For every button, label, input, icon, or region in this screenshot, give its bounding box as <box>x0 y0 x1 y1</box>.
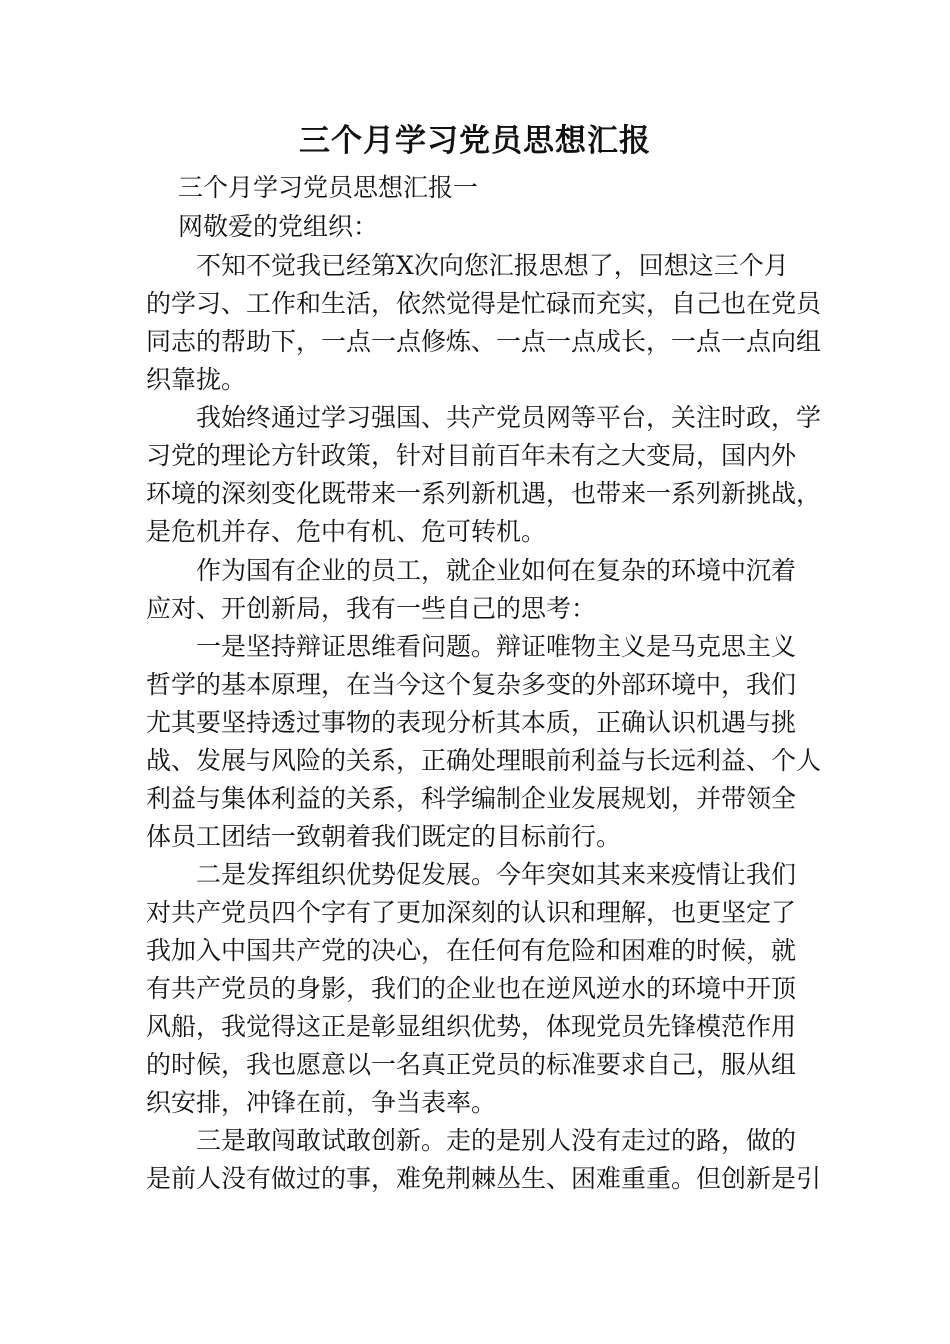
paragraph-line: 尤其要坚持透过事物的表现分析其本质，正确认识机遇与挑 <box>146 708 797 737</box>
paragraph-line: 作为国有企业的员工，就企业如何在复杂的环境中沉着 <box>196 556 797 585</box>
paragraph-line: 我始终通过学习强国、共产党员网等平台，关注时政，学 <box>196 403 822 432</box>
paragraph-line: 我加入中国共产党的决心，在任何有危险和困难的时候，就 <box>146 936 797 965</box>
paragraph-line: 是危机并存、危中有机、危可转机。 <box>146 517 547 546</box>
paragraph-line: 哲学的基本原理，在当今这个复杂多变的外部环境中，我们 <box>146 670 797 699</box>
document-subtitle: 三个月学习党员思想汇报一 <box>178 173 479 202</box>
paragraph-line: 利益与集体利益的关系，科学编制企业发展规划，并带领全 <box>146 784 797 813</box>
paragraph-line: 战、发展与风险的关系，正确处理眼前利益与长远利益、个人 <box>146 746 822 775</box>
paragraph-line: 不知不觉我已经第X次向您汇报思想了，回想这三个月 <box>196 251 789 280</box>
paragraph-line: 对共产党员四个字有了更加深刻的认识和理解，也更坚定了 <box>146 898 797 927</box>
paragraph-line: 应对、开创新局，我有一些自己的思考： <box>146 594 597 623</box>
paragraph-line: 一是坚持辩证思维看问题。辩证唯物主义是马克思主义 <box>196 632 797 661</box>
paragraph-line: 织靠拢。 <box>146 365 247 394</box>
paragraph-line: 环境的深刻变化既带来一系列新机遇，也带来一系列新挑战， <box>146 479 822 508</box>
paragraph-line: 风船，我觉得这正是彰显组织优势，体现党员先锋模范作用 <box>146 1012 797 1041</box>
document-title: 三个月学习党员思想汇报 <box>299 123 651 159</box>
paragraph-line: 三是敢闯敢试敢创新。走的是别人没有走过的路，做的 <box>196 1126 797 1155</box>
paragraph-line: 同志的帮助下，一点一点修炼、一点一点成长，一点一点向组 <box>146 327 822 356</box>
paragraph-line: 有共产党员的身影，我们的企业也在逆风逆水的环境中开顶 <box>146 974 797 1003</box>
paragraph-line: 的学习、工作和生活，依然觉得是忙碌而充实，自己也在党员 <box>146 289 822 318</box>
paragraph-line: 习党的理论方针政策，针对目前百年未有之大变局，国内外 <box>146 441 797 470</box>
paragraph-line: 的时候，我也愿意以一名真正党员的标准要求自己，服从组 <box>146 1050 797 1079</box>
paragraph-line: 织安排，冲锋在前，争当表率。 <box>146 1088 497 1117</box>
paragraph-line: 是前人没有做过的事，难免荆棘丛生、困难重重。但创新是引 <box>146 1164 822 1193</box>
paragraph-line: 体员工团结一致朝着我们既定的目标前行。 <box>146 822 622 851</box>
paragraph-line: 二是发挥组织优势促发展。今年突如其来来疫情让我们 <box>196 860 797 889</box>
salutation: 网敬爱的党组织： <box>178 212 379 241</box>
